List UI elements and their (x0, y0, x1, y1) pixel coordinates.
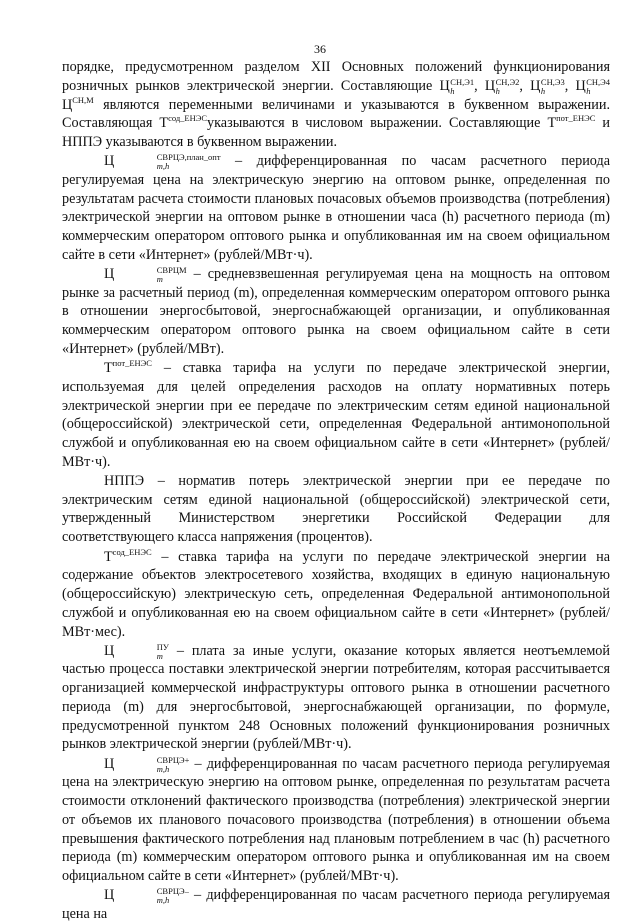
paragraph-definition: Ц СВРЦМ m – средневзвешенная регулируемая цена на мощность на оптовом рынке за расчетный период (m), определенная коммерческим оператором оптового рынка в отношении энергосбытовой, энергоснабжающей организации, и опубликованная коммерческим оператором оптового рынка на своем официальном сайте в сети «Интернет» (рублей/МВт). (62, 264, 610, 357)
paragraph-definition: $Т^{сод\_ЕНЭС}$ – ставка тарифа на услуги по передаче электрической энергии на содержание объектов электросетевого хозяйства, входящих в единую национальную (общероссийскую) электрическую сеть, определенная Федеральной антимонопольной службой и опубликованная ею на своем официальном сайте в сети «Интернет» (рублей/МВт·мес). (62, 546, 610, 640)
symbol-c3: Ц СН,Э3 h (530, 76, 565, 96)
symbol-c2: Ц СН,Э2 h (484, 76, 520, 96)
page-number: 36 (314, 42, 326, 56)
document-body (62, 58, 610, 924)
paragraph-definition: Ц СВРЦЭ– m,h – дифференцированная по часам расчетного периода регулируемая цена на (62, 886, 610, 922)
symbol-t2: $Т^{пот\_ЕНЭС}$ (547, 113, 596, 132)
formula-symbol: Ц СВРЦЭ+ m,h (104, 754, 190, 774)
formula-symbol: $Т^{сод\_ЕНЭС}$ (104, 546, 152, 565)
text: порядке, предусмотренном разделом XII Основных положений функционирования розничных рынков электрической энергии. Составляющие (62, 59, 610, 94)
formula-symbol: Ц СВРЦЭ– m,h (104, 886, 189, 906)
paragraph-definition: НППЭ – норматив потерь электрической энергии при ее передаче по электрическим сетям единой национальной (общероссийской) электрической сети, утвержденный Министерством энергетики Российской Федерации для (62, 472, 610, 527)
formula-symbol: Ц ПУ m (104, 641, 169, 661)
paragraph-continuation: соответствующего класса напряжения (процентов). (62, 529, 373, 546)
paragraph-definition: Ц ПУ m – плата за иные услуги, оказание которых является неотъемлемой частью процесса поставки электрической энергии потребителям, которая рассчитывается организацией коммерческой инфраструктуры оптового рынка в отношении расчетного периода (m) для энергосбытовой, энергоснабжающей организации, по формуле, предусмотренной пунктом 248 Основных положений функционирования розничных рынков электрической энергии (рублей/МВт·ч). (62, 641, 610, 753)
symbol-c4: Ц СН,Э4 h (575, 76, 611, 96)
symbol-t1: $Т^{сод\_ЕНЭС}$ (159, 113, 208, 132)
paragraph-intro: порядке, предусмотренном разделом XII Основных положений функционирования розничных рынков электрической энергии. Составляющие Ц СН,Э1 h , Ц СН,Э2 h , Ц СН,Э3 h , Ц СН,Э4 h $Ц^{СН,М}$ являются переменными величинами и указываются в буквенном выражении. Составляющая $Т^{сод\_ЕНЭС}указываются$ в числовом выражении. Составляющие $Т^{пот\_ЕНЭС}$ и НППЭ указываются в буквенном выражении. (62, 59, 611, 150)
formula-symbol: Ц СВРЦЭ,план_опт m,h (104, 152, 221, 172)
formula-symbol: Ц СВРЦМ m (104, 264, 187, 284)
paragraph-definition: Ц СВРЦЭ+ m,h – дифференцированная по часам расчетного периода регулируемая цена на электрическую энергию на оптовом рынке, определенная по результатам расчета стоимости отклонений фактического производства (потребления) электрической энергии от объемов их планового почасового производства (потребления) в отношении объема превышения фактического потребления над плановым потреблением в час (h) расчетного периода (m) коммерческим оператором оптового рынка и опубликованная им на своем официальном сайте в сети «Интернет» (рублей/МВт·ч). (62, 754, 610, 884)
formula-symbol: $Т^{пот\_ЕНЭС}$ (104, 358, 152, 377)
paragraph-definition: Ц СВРЦЭ,план_опт m,h – дифференцированная по часам расчетного периода регулируемая цена на электрическую энергию на оптовом рынке, определенная по результатам расчета стоимости плановых почасовых объемов производства (потребления) электрической энергии на оптовом рынке в отношении часа (h) расчетного периода (m) коммерческим оператором оптового рынка и опубликованная им на своем официальном сайте в сети «Интернет» (рублей/МВт·ч). (62, 152, 610, 263)
paragraph-definition: $Т^{пот\_ЕНЭС}$ – ставка тарифа на услуги по передаче электрической энергии, используемая для целей определения расходов на оплату нормативных потерь электрической энергии при ее передаче по электрическим сетям единой национальной (общероссийской) электрической сети, определенная Федеральной антимонопольной службой и опубликованная ею на своем официальном сайте в сети «Интернет» (рублей/МВт·ч). (62, 358, 610, 470)
symbol-c1: Ц СН,Э1 h (439, 76, 475, 96)
symbol-c5: $Ц^{СН,М}$ (62, 94, 94, 113)
